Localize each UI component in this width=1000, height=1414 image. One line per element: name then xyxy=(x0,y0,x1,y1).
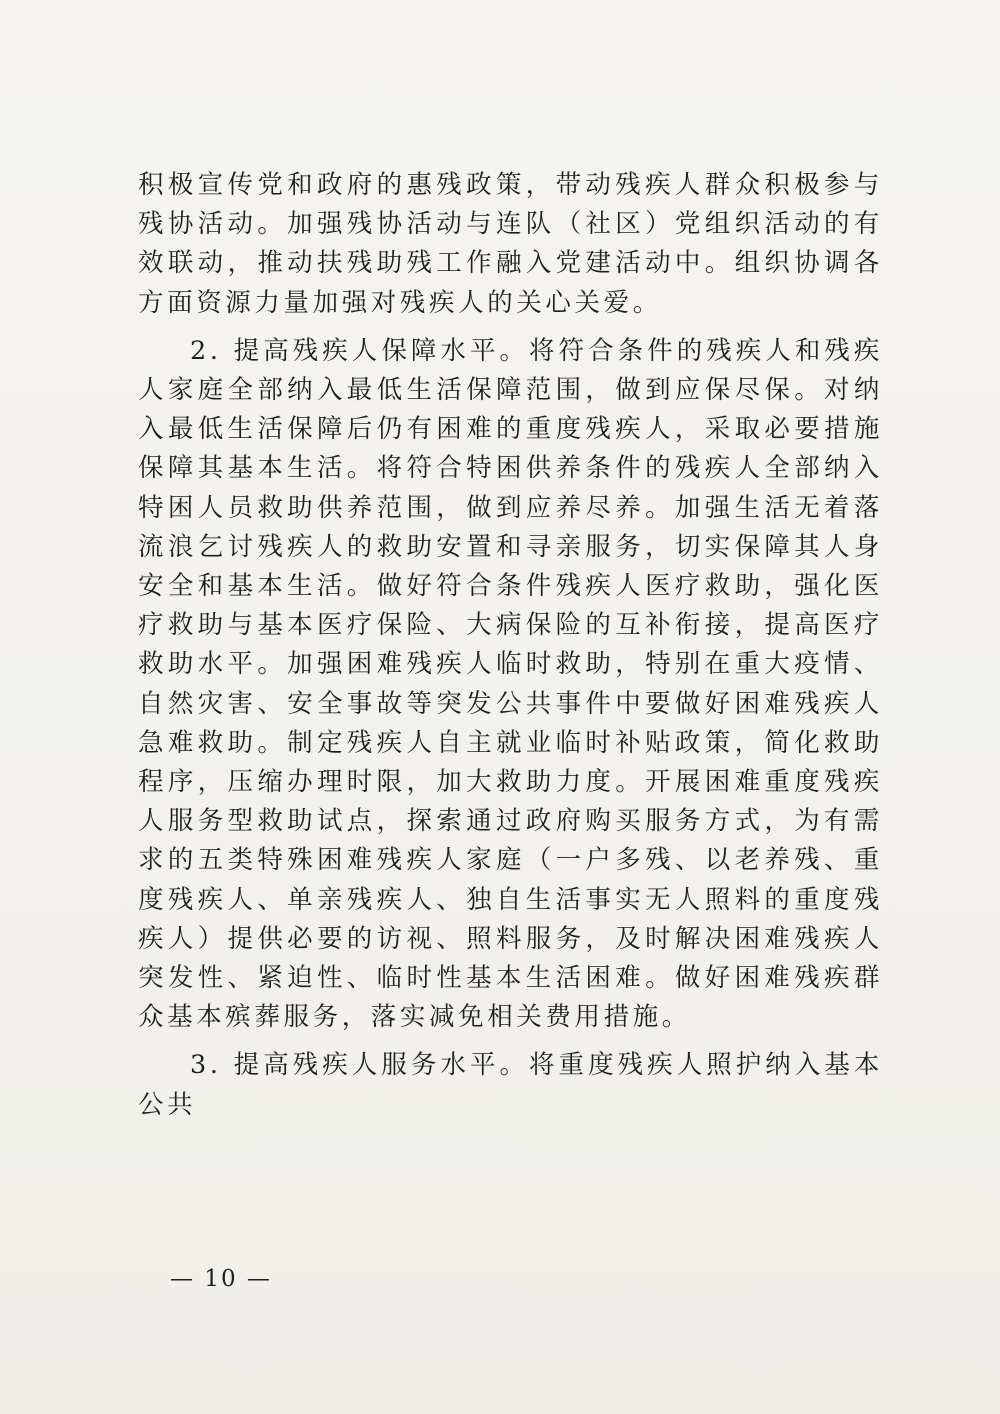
page-number: — 10 — xyxy=(170,1266,272,1292)
paragraph-3: 3. 提高残疾人服务水平。将重度残疾人照护纳入基本公共 xyxy=(138,1050,883,1120)
paragraph-1: 积极宣传党和政府的惠残政策，带动残疾人群众积极参与残协活动。加强残协活动与连队（社区）党组织活动的有效联动，推动扶残助残工作融入党建活动中。组织协调各方面资源力量加强对残疾人的关心关爱。 xyxy=(138,170,883,318)
paragraph-2: 2. 提高残疾人保障水平。将符合条件的残疾人和残疾人家庭全部纳入最低生活保障范围，做到应保尽保。对纳入最低生活保障后仍有困难的重度残疾人，采取必要措施保障其基本生活。将符合特困供养条件的残疾人全部纳入特困人员救助供养范围，做到应养尽养。加强生活无着落流浪乞讨残疾人的救助安置和寻亲服务，切实保障其人身安全和基本生活。做好符合条件残疾人医疗救助，强化医疗救助与基本医疗保险、大病保险的互补衔接，提高医疗救助水平。加强困难残疾人临时救助，特别在重大疫情、自然灾害、安全事故等突发公共事件中要做好困难残疾人急难救助。制定残疾人自主就业临时补贴政策，简化救助程序，压缩办理时限，加大救助力度。开展困难重度残疾人服务型救助试点，探索通过政府购买服务方式，为有需求的五类特殊困难残疾人家庭（一户多残、以老养残、重度残疾人、单亲残疾人、独自生活事实无人照料的重度残疾人）提供必要的访视、照料服务，及时解决困难残疾人突发性、紧迫性、临时性基本生活困难。做好困难残疾群众基本殡葬服务，落实减免相关费用措施。 xyxy=(138,335,883,1033)
body-text xyxy=(138,166,883,1134)
